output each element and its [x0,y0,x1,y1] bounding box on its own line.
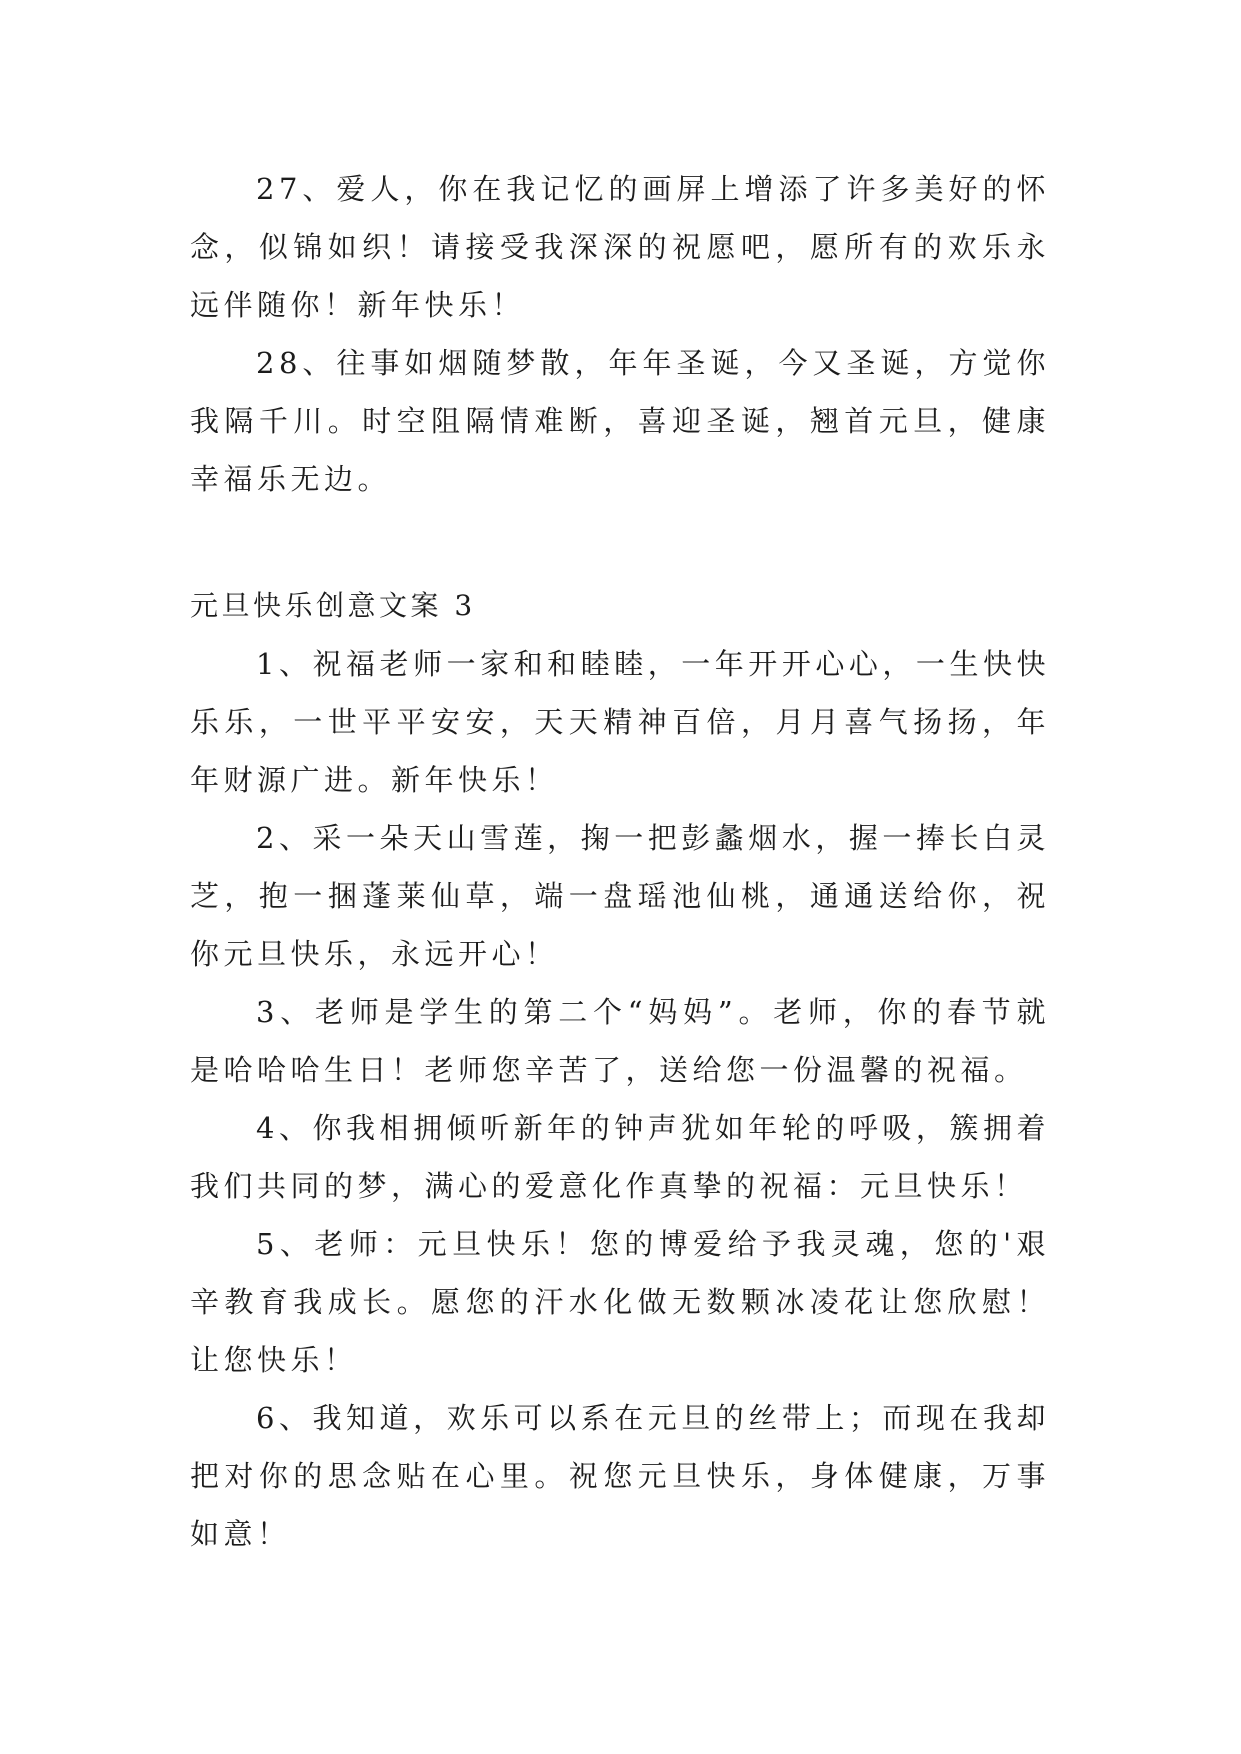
paragraph-2: 2、采一朵天山雪莲，掬一把彭蠡烟水，握一捧长白灵芝，抱一捆蓬莱仙草，端一盘瑶池仙桃，通通送给你，祝你元旦快乐，永远开心！ [190,821,1050,971]
document-body [190,160,1050,1563]
paragraph-1: 1、祝福老师一家和和睦睦，一年开开心心，一生快快乐乐，一世平平安安，天天精神百倍，月月喜气扬扬，年年财源广进。新年快乐！ [190,647,1050,797]
paragraph-27: 27、爱人，你在我记忆的画屏上增添了许多美好的怀念，似锦如织！请接受我深深的祝愿吧，愿所有的欢乐永远伴随你！新年快乐！ [190,172,1050,322]
paragraph-28: 28、往事如烟随梦散，年年圣诞，今又圣诞，方觉你我隔千川。时空阻隔情难断，喜迎圣诞，翘首元旦，健康幸福乐无边。 [190,346,1050,496]
paragraph-6: 6、我知道，欢乐可以系在元旦的丝带上；而现在我却把对你的思念贴在心里。祝您元旦快乐，身体健康，万事如意！ [190,1401,1050,1551]
paragraph-5: 5、老师：元旦快乐！您的博爱给予我灵魂，您的'艰辛教育我成长。愿您的汗水化做无数颗冰凌花让您欣慰！让您快乐！ [190,1227,1050,1377]
paragraph-3: 3、老师是学生的第二个“妈妈”。老师，你的春节就是哈哈哈生日！老师您辛苦了，送给您一份温馨的祝福。 [190,995,1050,1087]
paragraph-4: 4、你我相拥倾听新年的钟声犹如年轮的呼吸，簇拥着我们共同的梦，满心的爱意化作真挚的祝福：元旦快乐！ [190,1111,1050,1203]
section-title: 元旦快乐创意文案 3 [190,589,476,622]
